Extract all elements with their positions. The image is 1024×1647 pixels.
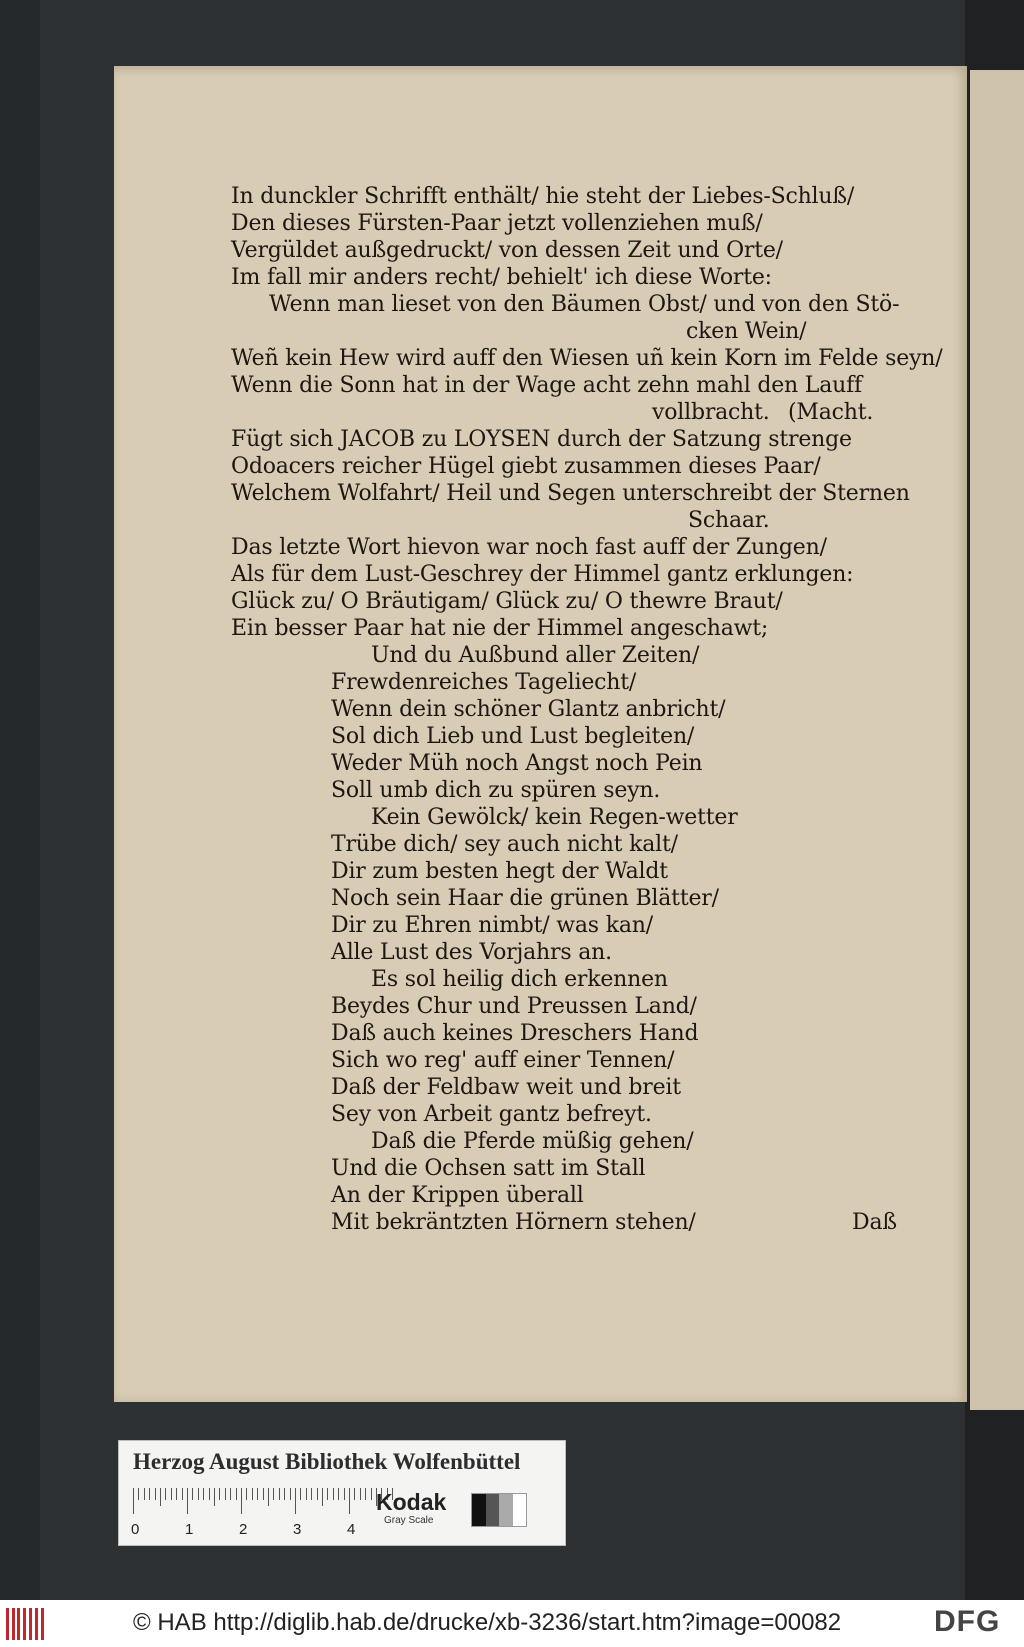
gray-scale-swatches [471,1493,527,1527]
ruler-tick [187,1488,188,1514]
text-line: Wenn man lieset von den Bäumen Obst/ und von den Stö- [269,292,900,317]
swatch-dark-gray [486,1494,500,1526]
ruler-tick [349,1488,350,1514]
text-line: Daß die Pferde müßig gehen/ [371,1129,694,1154]
text-line: Ein besser Paar hat nie der Himmel angeschawt; [231,616,769,641]
ruler-tick [338,1488,339,1500]
text-line: Daß auch keines Dreschers Hand [331,1021,699,1046]
ruler-tick [214,1488,215,1506]
ruler-tick [149,1488,150,1500]
text-line: Es sol heilig dich erkennen [371,967,668,992]
ruler-tick [176,1488,177,1500]
ruler-tick [306,1488,307,1500]
ruler-tick [279,1488,280,1500]
ruler-tick [344,1488,345,1500]
ruler-tick [273,1488,274,1500]
book-page [114,66,967,1402]
text-line: In dunckler Schrifft enthält/ hie steht der Liebes-Schluß/ [231,184,855,209]
footer-bar [0,1600,1024,1647]
ruler-tick [252,1488,253,1500]
text-line: Das letzte Wort hievon war noch fast auff der Zungen/ [231,535,827,560]
barcode-icon [6,1608,46,1640]
ruler-tick [371,1488,372,1500]
ruler-tick [182,1488,183,1500]
text-line: Mit bekräntzten Hörnern stehen/ [331,1210,696,1235]
ruler-tick [171,1488,172,1500]
text-line: Trübe dich/ sey auch nicht kalt/ [331,832,678,857]
adjacent-page-leaf [970,70,1024,1410]
text-line: vollbracht. [652,400,770,425]
text-line: Fügt sich JACOB zu LOYSEN durch der Satzung strenge [231,427,852,452]
text-line: Dir zum besten hegt der Waldt [331,859,668,884]
text-line: Beydes Chur und Preussen Land/ [331,994,697,1019]
text-line: Alle Lust des Vorjahrs an. [331,940,612,965]
ruler-tick [333,1488,334,1500]
catchword: Daß [852,1210,897,1235]
text-line: Soll umb dich zu spüren seyn. [331,778,661,803]
ruler-number: 3 [293,1521,302,1538]
text-line: Dir zu Ehren nimbt/ was kan/ [331,913,653,938]
text-line: Den dieses Fürsten-Paar jetzt vollenziehen muß/ [231,211,763,236]
ruler-tick [203,1488,204,1500]
ruler-tick [155,1488,156,1500]
ruler-tick [257,1488,258,1500]
ruler-tick [209,1488,210,1500]
ruler-tick [230,1488,231,1500]
ruler-tick [290,1488,291,1500]
ruler-tick [144,1488,145,1500]
text-line: Welchem Wolfahrt/ Heil und Segen unterschreibt der Sternen [231,481,910,506]
text-line: Wenn dein schöner Glantz anbricht/ [331,697,726,722]
text-line: cken Wein/ [686,319,807,344]
ruler-tick [241,1488,242,1514]
book-spine-edge [0,0,40,1600]
ruler-number: 4 [347,1521,356,1538]
ruler-number: 1 [185,1521,194,1538]
text-line: Und die Ochsen satt im Stall [331,1156,646,1181]
swatch-light-gray [499,1494,513,1526]
text-line: Wenn die Sonn hat in der Wage acht zehn mahl den Lauff [231,373,862,398]
ruler-tick [138,1488,139,1500]
text-line: Vergüldet außgedruckt/ von dessen Zeit und Orte/ [231,238,783,263]
ruler-number: 0 [131,1521,140,1538]
ruler-tick [365,1488,366,1500]
text-line: Daß der Feldbaw weit und breit [331,1075,681,1100]
copyright-url[interactable]: © HAB http://diglib.hab.de/drucke/xb-3236/start.htm?image=00082 [133,1609,842,1636]
ruler-tick [327,1488,328,1500]
ruler-tick [311,1488,312,1500]
ruler-tick [284,1488,285,1500]
swatch-black [472,1494,486,1526]
text-line: Sol dich Lieb und Lust begleiten/ [331,724,695,749]
ruler-tick [160,1488,161,1506]
text-line: Odoacers reicher Hügel giebt zusammen dieses Paar/ [231,454,821,479]
text-line: Als für dem Lust-Geschrey der Himmel gantz erklungen: [231,562,854,587]
ruler-tick [133,1488,134,1514]
text-line: An der Krippen überall [331,1183,584,1208]
library-name: Herzog August Bibliothek Wolfenbüttel [133,1449,521,1474]
ruler-tick [354,1488,355,1500]
ruler-tick [225,1488,226,1500]
ruler-number: 2 [239,1521,248,1538]
ruler-tick [192,1488,193,1500]
ruler-tick [165,1488,166,1500]
text-line: Weder Müh noch Angst noch Pein [331,751,703,776]
ruler-tick [322,1488,323,1506]
text-line: Frewdenreiches Tageliecht/ [331,670,637,695]
ruler-tick [198,1488,199,1500]
swatch-white [513,1494,527,1526]
text-line: Und du Außbund aller Zeiten/ [371,643,700,668]
dfg-logo: DFG [934,1605,1001,1638]
text-line: Noch sein Haar die grünen Blätter/ [331,886,719,911]
ruler-tick [360,1488,361,1500]
poem-text [114,66,967,1402]
text-line: Im fall mir anders recht/ behielt' ich diese Worte: [231,265,772,290]
ruler-tick [263,1488,264,1500]
library-color-card [118,1440,566,1546]
ruler-tick [268,1488,269,1506]
ruler-tick [317,1488,318,1500]
ruler-tick [236,1488,237,1500]
gray-scale-caption: Gray Scale [384,1515,434,1526]
text-line: Schaar. [688,508,770,533]
ruler-tick [295,1488,296,1514]
ruler-tick [246,1488,247,1500]
text-line: Sich wo reg' auff einer Tennen/ [331,1048,675,1073]
text-line: Sey von Arbeit gantz befreyt. [331,1102,652,1127]
text-line: (Macht. [788,400,874,425]
text-line: Glück zu/ O Bräutigam/ Glück zu/ O thewre Braut/ [231,589,783,614]
text-line: Weñ kein Hew wird auff den Wiesen uñ kein Korn im Felde seyn/ [231,346,943,371]
ruler-tick [219,1488,220,1500]
text-line: Kein Gewölck/ kein Regen-wetter [371,805,738,830]
ruler-tick [300,1488,301,1500]
kodak-logo: Kodak [376,1489,447,1515]
